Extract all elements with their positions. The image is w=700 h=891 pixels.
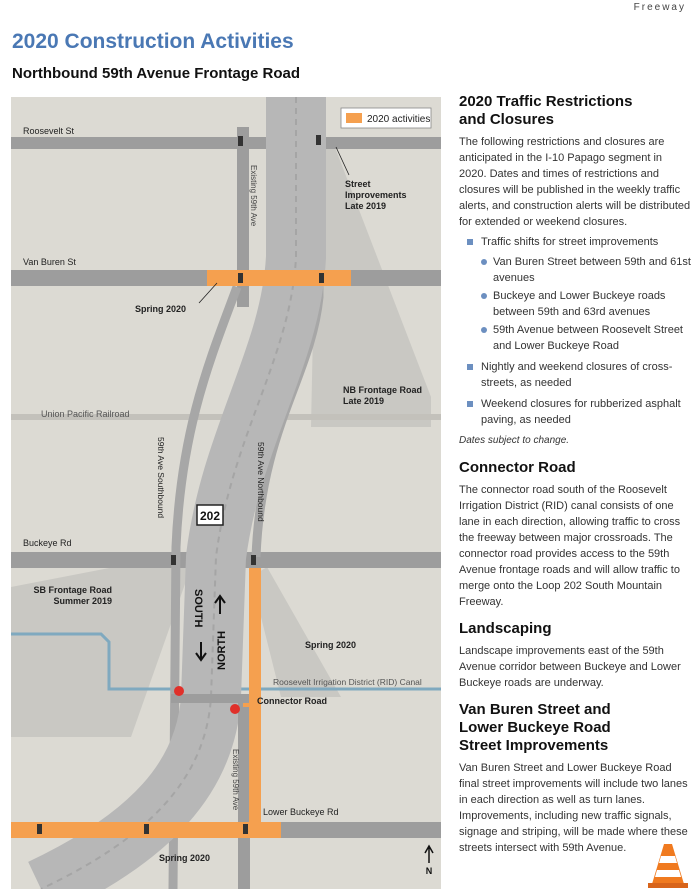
list-item-text: Traffic shifts for street improvements xyxy=(481,236,659,248)
callout-nb-frontage-2: Late 2019 xyxy=(343,396,385,406)
square-bullet-icon xyxy=(467,239,473,245)
existing-59th-bottom-label: Existing 59th Ave xyxy=(231,749,240,811)
street-improvements-heading xyxy=(459,701,691,755)
street-improvements-heading-line-2: Lower Buckeye Road xyxy=(459,719,611,736)
traffic-cone-icon xyxy=(648,842,688,889)
closure-icon-east xyxy=(230,704,240,714)
restrictions-list xyxy=(459,234,691,428)
callout-connector: Connector Road xyxy=(257,696,328,706)
callout-street-improvements-2: Improvements xyxy=(345,190,407,200)
lower-buckeye-label: Lower Buckeye Rd xyxy=(263,807,339,817)
landscaping-body: Landscape improvements east of the 59th Avenue corridor between Buckeye and Lower Buckeye roads are underway. xyxy=(459,645,681,689)
callout-street-improvements-1: Street xyxy=(345,179,371,189)
van-buren-label: Van Buren St xyxy=(23,257,76,267)
list-item-text: Nightly and weekend closures of cross-streets, as needed xyxy=(481,361,673,389)
dot-bullet-icon xyxy=(481,293,487,299)
activity-van-buren xyxy=(207,270,351,286)
list-item xyxy=(459,234,691,354)
sidebar xyxy=(459,93,691,856)
callout-street-improvements-3: Late 2019 xyxy=(345,201,387,211)
buckeye-label: Buckeye Rd xyxy=(23,538,72,548)
sub-list xyxy=(481,254,691,354)
square-bullet-icon xyxy=(467,364,473,370)
restrictions-heading xyxy=(459,93,691,129)
sub-list-item xyxy=(481,288,691,320)
dates-note: Dates subject to change. xyxy=(459,435,570,446)
list-item-text: Weekend closures for rubberized asphalt paving, as needed xyxy=(481,398,681,426)
sub-list-item xyxy=(481,322,691,354)
street-improvements-heading-line-1: Van Buren Street and xyxy=(459,701,611,718)
existing-59th-top-label: Existing 59th Ave xyxy=(249,165,258,227)
legend-label: 2020 activities xyxy=(367,114,431,125)
sub-list-item-text: Van Buren Street between 59th and 61st avenues xyxy=(493,256,691,284)
header-tag: Freeway xyxy=(633,2,686,13)
connector-heading: Connector Road xyxy=(459,459,576,476)
page-title: 2020 Construction Activities xyxy=(12,30,294,53)
callout-sb-frontage-1: SB Frontage Road xyxy=(33,585,112,595)
ave-59th-sb-label: 59th Ave Southbound xyxy=(156,437,166,519)
list-item xyxy=(459,359,691,391)
sub-list-item xyxy=(481,254,691,286)
callout-spring-bottom: Spring 2020 xyxy=(159,853,211,863)
callout-sb-frontage-2: Summer 2019 xyxy=(53,596,112,606)
north-arrow-label: N xyxy=(425,866,433,876)
connector-body: The connector road south of the Roosevelt Irrigation District (RID) canal consists of one lane in each direction, allowing traffic to cross the freeway between major crossroads. The connector road provides access to the 59th Avenue frontage roads and will allow traffic to merge onto the Loop 202 South Mountain Freeway. xyxy=(459,484,681,608)
roosevelt-label: Roosevelt St xyxy=(23,126,75,136)
callout-spring-mid: Spring 2020 xyxy=(305,640,357,650)
restrictions-intro: The following restrictions and closures are anticipated in the I-10 Papago segment in 2020. Dates and times of restrictions and closures will be published in the weekly traffic alerts, and construction alerts will be distributed for extended or weekend closures. xyxy=(459,136,691,228)
square-bullet-icon xyxy=(467,401,473,407)
map-title: Northbound 59th Avenue Frontage Road xyxy=(12,65,301,82)
route-202-label: 202 xyxy=(199,509,221,523)
ave-59th-nb-label: 59th Ave Northbound xyxy=(256,442,266,522)
street-improvements-heading-line-3: Street Improvements xyxy=(459,737,609,754)
callout-spring-vb: Spring 2020 xyxy=(135,304,187,314)
restrictions-heading-line-1: 2020 Traffic Restrictions xyxy=(459,93,633,110)
list-item xyxy=(459,396,691,428)
restrictions-heading-line-2: and Closures xyxy=(459,111,555,128)
roosevelt-street xyxy=(11,137,441,149)
union-pacific-label: Union Pacific Railroad xyxy=(41,409,130,419)
canal-label: Roosevelt Irrigation District (RID) Canal xyxy=(273,677,422,687)
north-label: NORTH xyxy=(216,630,228,670)
dot-bullet-icon xyxy=(481,259,487,265)
street-improvements-body: Van Buren Street and Lower Buckeye Road final street improvements will include two lanes in each direction as well as turn lanes. Improvements, including new traffic signals, signage and striping, will be made where these streets intersect with 59th Avenue. xyxy=(459,762,688,854)
callout-nb-frontage-1: NB Frontage Road xyxy=(343,385,423,395)
sub-list-item-text: 59th Avenue between Roosevelt Street and Lower Buckeye Road xyxy=(493,324,683,352)
dot-bullet-icon xyxy=(481,327,487,333)
sub-list-item-text: Buckeye and Lower Buckeye roads between 59th and 63rd avenues xyxy=(493,290,666,318)
closure-icon-west xyxy=(174,686,184,696)
landscaping-heading: Landscaping xyxy=(459,620,552,637)
legend-swatch xyxy=(346,113,362,123)
south-label: SOUTH xyxy=(192,589,204,628)
construction-map xyxy=(11,97,441,889)
